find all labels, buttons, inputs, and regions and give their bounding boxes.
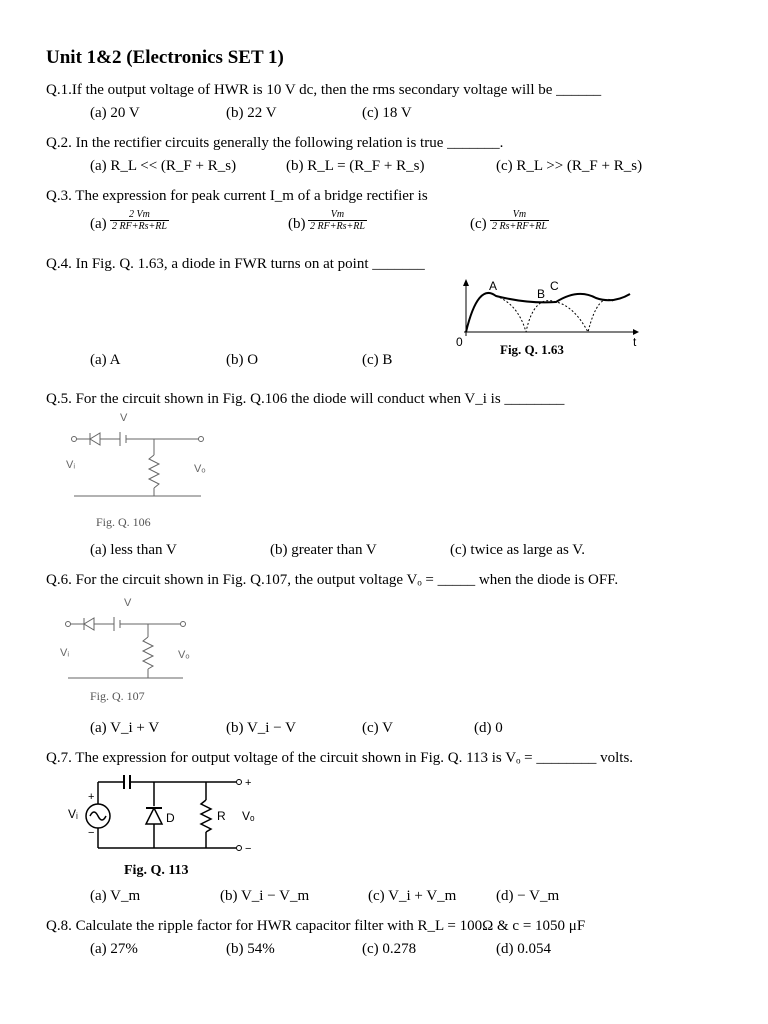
fig113-label-minus-out: − bbox=[245, 843, 252, 855]
question-7-text: Q.7. The expression for output voltage of the circuit shown in Fig. Q. 113 is Vₒ = ________ volts. bbox=[46, 750, 634, 766]
q1-option-c: (c) 18 V bbox=[362, 105, 412, 121]
question-6-text: Q.6. For the circuit shown in Fig. Q.107, the output voltage Vₒ = _____ when the diode is OFF. bbox=[46, 572, 619, 588]
q3-c-numerator: Vm bbox=[512, 209, 527, 220]
fig113-label-vo: Vₒ bbox=[242, 809, 255, 823]
fig163-rectified-dashed bbox=[496, 296, 613, 332]
q7-option-c: (c) V_i + V_m bbox=[368, 888, 457, 904]
fig113-output-terminal-bottom bbox=[237, 846, 242, 851]
fig107-resistor-icon bbox=[143, 637, 153, 669]
q3-a-denominator: 2 RF+Rs+RL bbox=[112, 221, 167, 232]
figure-q-1-63 bbox=[448, 274, 646, 366]
q8-option-d: (d) 0.054 bbox=[496, 941, 551, 957]
fig107-diode-icon bbox=[84, 618, 94, 630]
q7-option-d: (d) − V_m bbox=[496, 888, 560, 904]
fig106-input-terminal bbox=[72, 437, 77, 442]
question-5-text: Q.5. For the circuit shown in Fig. Q.106 the diode will conduct when V_i is ________ bbox=[46, 391, 565, 407]
q2-option-c: (c) R_L >> (R_F + R_s) bbox=[496, 158, 643, 174]
figure-q-113 bbox=[60, 770, 270, 882]
q3-c-denominator: 2 Rs+RF+RL bbox=[492, 221, 547, 232]
fig113-resistor-icon bbox=[201, 800, 211, 832]
q8-option-b: (b) 54% bbox=[226, 941, 275, 957]
q3-option-b-fraction bbox=[308, 209, 367, 232]
fig106-output-terminal bbox=[199, 437, 204, 442]
fig113-label-plus-out: + bbox=[245, 777, 252, 789]
q5-option-a: (a) less than V bbox=[90, 542, 177, 558]
fig163-label-a: A bbox=[489, 279, 498, 293]
q5-option-b: (b) greater than V bbox=[270, 542, 377, 558]
fig106-label-vi: Vᵢ bbox=[66, 459, 76, 471]
q3-option-a-label: (a) bbox=[90, 216, 107, 232]
fig107-label-v: V bbox=[124, 597, 132, 609]
fig113-label-vi: Vᵢ bbox=[68, 807, 78, 821]
figure-q-107 bbox=[54, 592, 214, 708]
q6-option-d: (d) 0 bbox=[474, 720, 503, 736]
fig163-label-t: t bbox=[633, 335, 637, 349]
fig113-label-minus-in: − bbox=[88, 827, 95, 839]
q7-option-a: (a) V_m bbox=[90, 888, 141, 904]
question-8-text: Q.8. Calculate the ripple factor for HWR capacitor filter with R_L = 100Ω & c = 1050 μF bbox=[46, 918, 586, 934]
fig113-output-terminal-top bbox=[237, 780, 242, 785]
q2-option-b: (b) R_L = (R_F + R_s) bbox=[286, 158, 425, 174]
q6-option-c: (c) V bbox=[362, 720, 393, 736]
fig106-diode-icon bbox=[90, 433, 100, 445]
fig107-label-vo: Vₒ bbox=[178, 649, 190, 661]
fig163-label-b: B bbox=[537, 287, 546, 301]
question-4-text: Q.4. In Fig. Q. 1.63, a diode in FWR turns on at point _______ bbox=[46, 256, 425, 272]
q3-b-numerator: Vm bbox=[330, 209, 345, 220]
fig113-diode-icon bbox=[146, 808, 162, 824]
q5-option-c: (c) twice as large as V. bbox=[450, 542, 585, 558]
fig163-v-arrow bbox=[463, 279, 469, 286]
fig107-label-vi: Vᵢ bbox=[60, 647, 70, 659]
fig113-caption: Fig. Q. 113 bbox=[124, 863, 189, 878]
q4-option-a: (a) A bbox=[90, 352, 121, 368]
q1-option-b: (b) 22 V bbox=[226, 105, 277, 121]
fig163-output-curve bbox=[466, 293, 630, 332]
fig107-caption: Fig. Q. 107 bbox=[90, 689, 145, 703]
page-title: Unit 1&2 (Electronics SET 1) bbox=[46, 47, 284, 68]
question-2-text: Q.2. In the rectifier circuits generally the following relation is true _______. bbox=[46, 135, 504, 151]
q3-b-denominator: 2 RF+Rs+RL bbox=[310, 221, 365, 232]
q3-a-numerator: 2 Vm bbox=[129, 209, 150, 220]
question-1-text: Q.1.If the output voltage of HWR is 10 V dc, then the rms secondary voltage will be ______ bbox=[46, 82, 602, 98]
q3-option-b-label: (b) bbox=[288, 216, 306, 232]
q7-option-b: (b) V_i − V_m bbox=[220, 888, 310, 904]
fig163-label-origin: 0 bbox=[456, 335, 463, 349]
q8-option-a: (a) 27% bbox=[90, 941, 138, 957]
q4-option-b: (b) O bbox=[226, 352, 259, 368]
question-3-text: Q.3. The expression for peak current I_m of a bridge rectifier is bbox=[46, 188, 428, 204]
q8-option-c: (c) 0.278 bbox=[362, 941, 417, 957]
q6-option-a: (a) V_i + V bbox=[90, 720, 160, 736]
figure-q-106 bbox=[54, 410, 220, 534]
fig106-label-v: V bbox=[120, 412, 128, 424]
fig113-label-d: D bbox=[166, 811, 175, 825]
q1-option-a: (a) 20 V bbox=[90, 105, 140, 121]
q2-option-a: (a) R_L << (R_F + R_s) bbox=[90, 158, 237, 174]
fig107-output-terminal bbox=[181, 622, 186, 627]
fig106-resistor-icon bbox=[149, 455, 159, 488]
fig163-label-c: C bbox=[550, 279, 559, 293]
fig163-caption: Fig. Q. 1.63 bbox=[500, 342, 564, 357]
fig113-label-plus-in: + bbox=[88, 791, 95, 803]
fig107-input-terminal bbox=[66, 622, 71, 627]
q3-option-c-label: (c) bbox=[470, 216, 487, 232]
fig106-label-vo: Vₒ bbox=[194, 463, 206, 475]
fig113-label-r: R bbox=[217, 809, 226, 823]
q3-option-c-fraction bbox=[490, 209, 549, 232]
q6-option-b: (b) V_i − V bbox=[226, 720, 296, 736]
q3-option-a-fraction bbox=[110, 209, 169, 232]
q4-option-c: (c) B bbox=[362, 352, 393, 368]
fig106-caption: Fig. Q. 106 bbox=[96, 515, 151, 529]
